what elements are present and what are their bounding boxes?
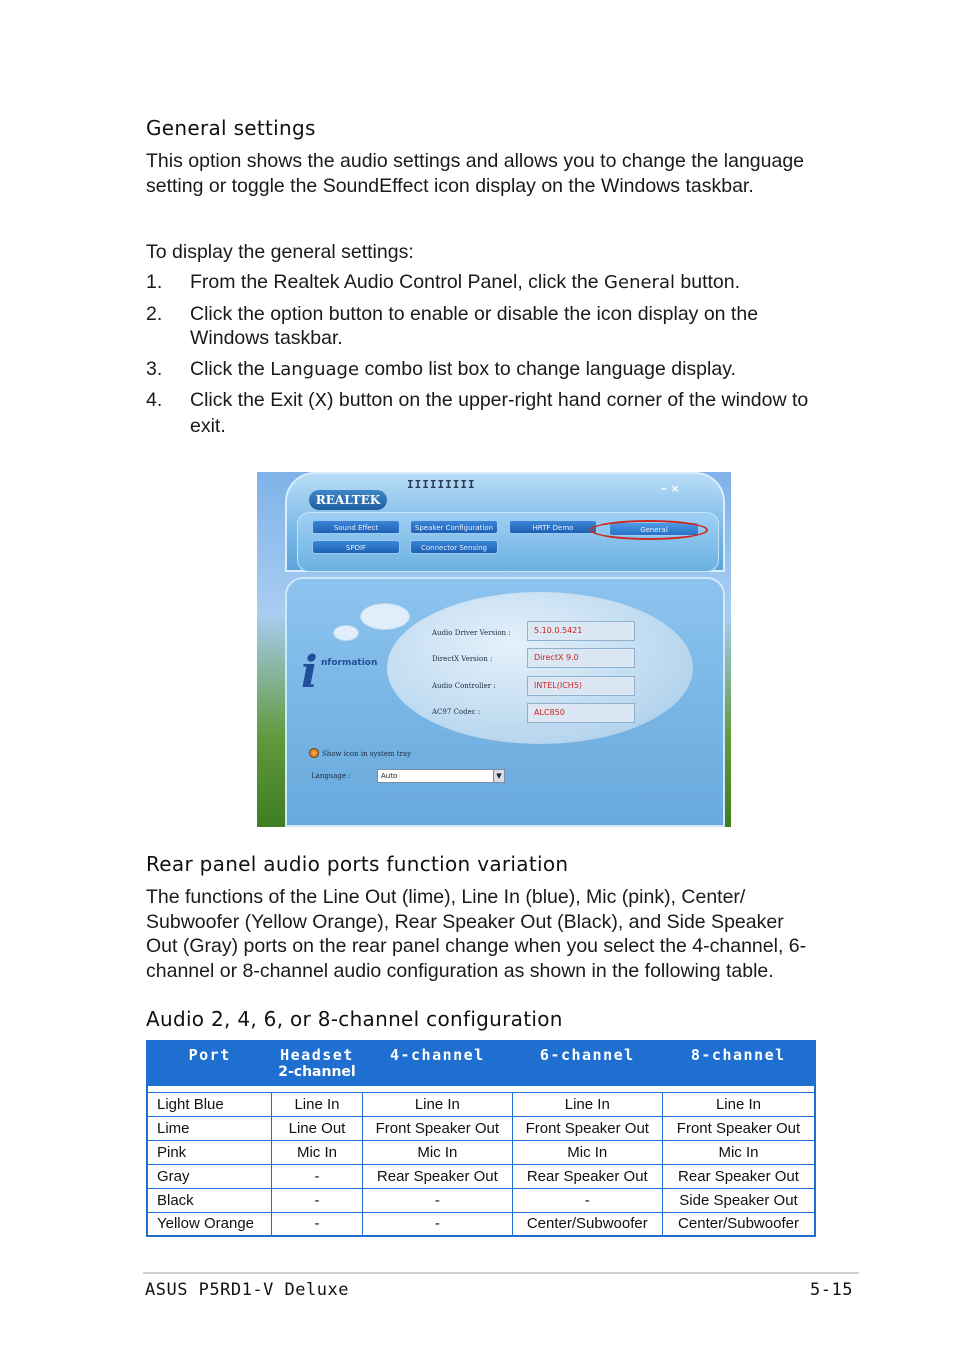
table-cell: Line In <box>271 1092 362 1116</box>
table-cell: - <box>363 1212 512 1236</box>
tab-sound-effect[interactable]: Sound Effect <box>312 520 400 534</box>
highlight-ring <box>590 520 708 540</box>
language-select[interactable] <box>377 769 505 783</box>
general-intro: This option shows the audio settings and allows you to change the language setting or toggle the SoundEffect icon display on the Windows taskbar. <box>146 150 805 197</box>
table-cell: Rear Speaker Out <box>663 1164 816 1188</box>
step-number: 3. <box>146 357 163 380</box>
footer-title: ASUS P5RD1-V Deluxe <box>145 1280 349 1300</box>
table-row <box>147 1164 815 1188</box>
show-icon-label: Show icon in system tray <box>322 750 412 758</box>
tab-connector-sensing[interactable]: Connector Sensing <box>410 540 498 554</box>
table-cell: - <box>271 1164 362 1188</box>
table-cell: Rear Speaker Out <box>512 1164 662 1188</box>
ui-keyword: General <box>604 272 675 293</box>
step-item <box>146 388 836 438</box>
table-cell: Gray <box>147 1164 271 1188</box>
header-port: Port <box>147 1041 271 1086</box>
table-cell: Lime <box>147 1116 271 1140</box>
table-cell: - <box>363 1188 512 1212</box>
table-cell: Side Speaker Out <box>663 1188 816 1212</box>
table-cell: Mic In <box>363 1140 512 1164</box>
steps-list <box>146 270 836 444</box>
bubble-decoration <box>333 625 359 641</box>
section-heading-rear-panel: Rear panel audio ports function variation <box>146 852 569 876</box>
header-4-channel: 4-channel <box>363 1041 512 1086</box>
chevron-down-icon[interactable]: ▼ <box>493 770 504 782</box>
table-heading: Audio 2, 4, 6, or 8-channel configuration <box>146 1007 563 1031</box>
table-cell: Mic In <box>663 1140 816 1164</box>
audio-controller-value: INTEL(ICH5) <box>527 676 635 696</box>
language-label: Language : <box>311 772 351 780</box>
table-cell: Light Blue <box>147 1092 271 1116</box>
driver-version-label: Audio Driver Version : <box>432 629 511 637</box>
header-headset-label: Headset <box>280 1046 354 1064</box>
bubble-decoration <box>360 603 410 630</box>
tab-speaker-configuration[interactable]: Speaker Configuration <box>410 520 498 534</box>
section-heading-general: General settings <box>146 116 316 140</box>
channel-config-table <box>146 1040 816 1237</box>
header-headset-sub: 2-channel <box>278 1064 356 1080</box>
information-label: nformation <box>321 658 378 668</box>
step-item <box>146 270 836 296</box>
grip-icon: IIIIIIIII <box>407 478 476 491</box>
table-cell: - <box>271 1212 362 1236</box>
step-text: Click the option button to enable or disable the icon display on the Windows taskbar. <box>190 302 759 349</box>
step-number: 1. <box>146 271 163 293</box>
step-number: 2. <box>146 302 163 325</box>
page-number: 5-15 <box>810 1280 853 1300</box>
header-6-channel: 6-channel <box>512 1041 662 1086</box>
language-select-value: Auto <box>381 772 398 780</box>
header-headset <box>271 1041 362 1086</box>
realtek-panel-screenshot <box>257 472 731 827</box>
table-cell: - <box>512 1188 662 1212</box>
step-item <box>146 302 836 351</box>
step-text: combo list box to change language display. <box>359 357 736 380</box>
information-icon: i <box>301 647 318 698</box>
tab-hrtf-demo[interactable]: HRTF Demo <box>509 520 597 534</box>
step-text: ) button on the upper-right hand corner of the window to exit. <box>190 389 809 437</box>
table-cell: Front Speaker Out <box>663 1116 816 1140</box>
table-cell: Line In <box>663 1092 816 1116</box>
table-row <box>147 1116 815 1140</box>
ui-keyword: X <box>314 390 327 411</box>
table-cell: Line In <box>363 1092 512 1116</box>
table-cell: Yellow Orange <box>147 1212 271 1236</box>
table-cell: - <box>271 1188 362 1212</box>
step-text: Click the Exit ( <box>190 389 315 411</box>
footer-divider <box>143 1272 859 1274</box>
table-header-row <box>147 1041 815 1086</box>
table-row <box>147 1140 815 1164</box>
step-item <box>146 357 836 383</box>
directx-version-label: DirectX Version : <box>432 655 493 663</box>
table-cell: Center/Subwoofer <box>663 1212 816 1236</box>
ui-keyword: Language <box>270 358 360 380</box>
table-cell: Line In <box>512 1092 662 1116</box>
table-cell: Front Speaker Out <box>512 1116 662 1140</box>
step-text: From the Realtek Audio Control Panel, click the <box>190 271 605 293</box>
table-cell: Mic In <box>271 1140 362 1164</box>
table-cell: Mic In <box>512 1140 662 1164</box>
step-text: button. <box>674 271 741 293</box>
general-lead: To display the general settings: <box>146 241 414 263</box>
realtek-logo: REALTEK <box>309 490 387 510</box>
tab-spdif[interactable]: SPDIF <box>312 540 400 554</box>
ac97-codec-label: AC97 Codec : <box>432 708 481 716</box>
window-controls[interactable]: – × <box>661 482 680 495</box>
table-cell: Black <box>147 1188 271 1212</box>
table-cell: Pink <box>147 1140 271 1164</box>
audio-controller-label: Audio Controller : <box>432 682 496 690</box>
table-cell: Rear Speaker Out <box>363 1164 512 1188</box>
driver-version-value: 5.10.0.5421 <box>527 621 635 641</box>
header-8-channel: 8-channel <box>663 1041 816 1086</box>
directx-version-value: DirectX 9.0 <box>527 648 635 668</box>
ac97-codec-value: ALC850 <box>527 703 635 723</box>
tab-general[interactable]: General <box>609 522 699 536</box>
table-row <box>147 1092 815 1116</box>
step-text: Click the <box>190 357 271 380</box>
rear-panel-body: The functions of the Line Out (lime), Line In (blue), Mic (pink), Center/ Subwoofer (Yellow Orange), Rear Speaker Out (Black), and Side Speaker Out (Gray) ports on the rear panel change when you select the 4-channel, 6-channel or 8-channel audio configuration as shown in the following table. <box>146 886 807 982</box>
table-cell: Line Out <box>271 1116 362 1140</box>
table-cell: Front Speaker Out <box>363 1116 512 1140</box>
table-cell: Center/Subwoofer <box>512 1212 662 1236</box>
table-row <box>147 1188 815 1212</box>
table-row <box>147 1212 815 1236</box>
step-number: 4. <box>146 389 163 411</box>
show-icon-radio[interactable] <box>309 748 319 758</box>
